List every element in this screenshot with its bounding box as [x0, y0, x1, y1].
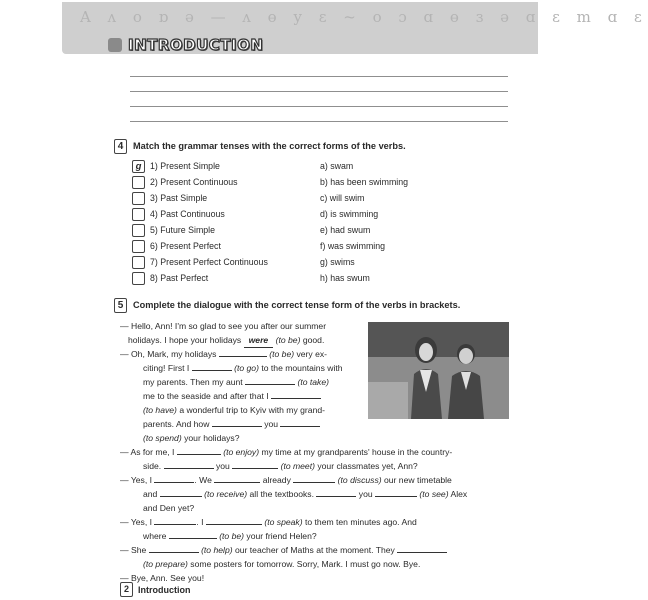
dialogue-line: — Hello, Ann! I'm so glad to see you after our summer	[120, 321, 327, 331]
dialogue-line: where (to be) your friend Helen?	[143, 531, 317, 541]
match-row	[0, 176, 600, 192]
dialogue-line: — She (to help) our teacher of Maths at the moment. They	[120, 543, 447, 557]
page-title: INTRODUCTION	[128, 36, 264, 54]
exercise-5-number: 5	[114, 298, 127, 313]
answer-blank[interactable]	[271, 390, 321, 399]
match-row	[0, 208, 600, 224]
answer-blank[interactable]	[164, 460, 214, 469]
answer-blank[interactable]	[219, 348, 267, 357]
verb-form-label: f) was swimming	[320, 241, 386, 251]
dialogue-line: and (to receive) all the textbooks. you (to see) Alex	[143, 489, 468, 499]
answer-box[interactable]	[132, 208, 145, 221]
answer-box[interactable]	[132, 176, 145, 189]
exercise-5-instruction: Complete the dialogue with the correct tense form of the verbs in brackets.	[133, 300, 461, 310]
dialogue-line: (to have) a wonderful trip to Kyiv with my grand-	[143, 405, 325, 415]
exercise-4-instruction: Match the grammar tenses with the correct forms of the verbs.	[133, 141, 406, 151]
answer-box[interactable]	[132, 224, 145, 237]
dialogue-line: — Bye, Ann. See you!	[120, 573, 205, 583]
exercise-4-number: 4	[114, 139, 127, 154]
dialogue-line: my parents. Then my aunt (to take)	[143, 377, 329, 387]
students-photo	[368, 322, 509, 419]
dialogue-line: me to the seaside and after that I	[143, 389, 321, 403]
verb-form-label: c) will swim	[320, 193, 365, 203]
answer-blank[interactable]	[214, 474, 260, 483]
match-row	[0, 272, 600, 288]
tense-label: 3) Past Simple	[150, 193, 208, 203]
dialogue-line: citing! First I (to go) to the mountains with	[143, 363, 343, 373]
answer-blank[interactable]	[245, 376, 295, 385]
section-title	[108, 36, 263, 54]
header-decor: A ʌ o ɒ ə — ʌ ɵ y ɛ ~ o ɔ ɑ ɵ ɜ ə ɑ ɛ m ɑ ɛ	[80, 8, 648, 26]
dialogue-line: (to prepare) some posters for tomorrow. Sorry, Mark. I must go now. Bye.	[143, 559, 421, 569]
answer-blank[interactable]	[169, 530, 217, 539]
answer-blank[interactable]	[154, 474, 194, 483]
verb-form-label: a) swam	[320, 161, 354, 171]
tense-label: 1) Present Simple	[150, 161, 220, 171]
answer-box[interactable]	[132, 256, 145, 269]
match-row	[0, 192, 600, 208]
tense-label: 5) Future Simple	[150, 225, 216, 235]
page-number: 2	[120, 582, 133, 597]
answer-box[interactable]	[132, 272, 145, 285]
answer-blank[interactable]	[177, 446, 221, 455]
answer-box[interactable]	[132, 192, 145, 205]
answer-box[interactable]	[132, 240, 145, 253]
dialogue-line: and Den yet?	[143, 503, 195, 513]
match-row	[0, 160, 600, 176]
answer-blank[interactable]	[375, 488, 417, 497]
verb-form-label: d) is swimming	[320, 209, 379, 219]
match-row	[0, 240, 600, 256]
answer-blank[interactable]	[293, 474, 335, 483]
dialogue-line: — Yes, I . I (to speak) to them ten minutes ago. And	[120, 517, 417, 527]
dialogue-line: side. you (to meet) your classmates yet, Ann?	[143, 461, 418, 471]
tense-label: 6) Present Perfect	[150, 241, 221, 251]
writing-line[interactable]	[130, 76, 508, 77]
writing-line[interactable]	[130, 106, 508, 107]
tense-label: 4) Past Continuous	[150, 209, 225, 219]
dialogue-line: — Oh, Mark, my holidays (to be) very ex-	[120, 349, 328, 359]
dialogue-line: parents. And how you	[143, 417, 320, 431]
verb-form-label: b) has been swimming	[320, 177, 409, 187]
verb-form-label: g) swims	[320, 257, 355, 267]
title-square-icon	[108, 38, 122, 52]
tense-label: 2) Present Continuous	[150, 177, 238, 187]
answer-blank[interactable]	[280, 418, 320, 427]
answer-blank[interactable]	[160, 488, 202, 497]
answer-blank[interactable]	[192, 362, 232, 371]
answer-blank[interactable]	[154, 516, 196, 525]
footer-label: Introduction	[138, 585, 191, 595]
verb-form-label: h) has swum	[320, 273, 370, 283]
answer-blank[interactable]	[397, 544, 447, 553]
answer-blank[interactable]	[149, 544, 199, 553]
answer-blank[interactable]	[232, 460, 278, 469]
answer-blank[interactable]	[206, 516, 262, 525]
tense-label: 7) Present Perfect Continuous	[150, 257, 268, 267]
dialogue-line: (to spend) your holidays?	[143, 433, 240, 443]
answer-blank[interactable]	[316, 488, 356, 497]
example-answer: were	[244, 333, 274, 348]
answer-blank[interactable]	[212, 418, 262, 427]
verb-form-label: e) had swum	[320, 225, 371, 235]
writing-line[interactable]	[130, 121, 508, 122]
tense-label: 8) Past Perfect	[150, 273, 209, 283]
answer-box[interactable]: g	[132, 160, 145, 173]
match-row	[0, 224, 600, 240]
dialogue-line: — Yes, I . We already (to discuss) our new timetable	[120, 475, 452, 485]
dialogue-line: — As for me, I (to enjoy) my time at my grandparents' house in the country-	[120, 447, 453, 457]
dialogue-line: holidays. I hope your holidays were (to be) good.	[128, 333, 324, 348]
writing-line[interactable]	[130, 91, 508, 92]
match-row	[0, 256, 600, 272]
